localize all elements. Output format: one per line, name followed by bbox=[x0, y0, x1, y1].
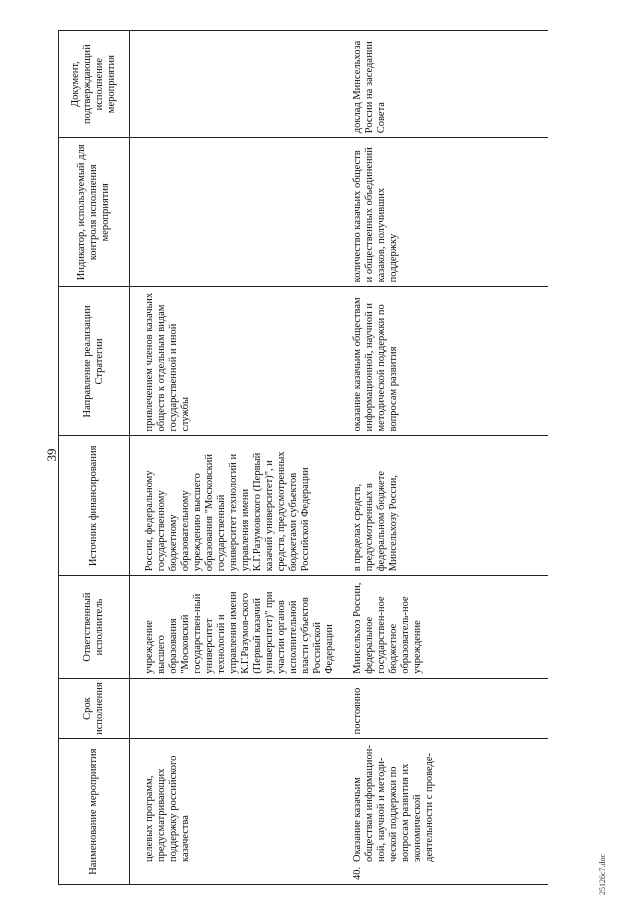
cell-name bbox=[130, 739, 339, 885]
activities-table bbox=[58, 30, 548, 885]
cell-indicator: количество казачьих обществ и общественных объединений казаков, получивших поддержку bbox=[338, 138, 548, 287]
cell-term: постоянно bbox=[338, 678, 548, 739]
cell-source: России, федеральному государственному бюджетному образовательному учреждению высшего образования "Московский государственный университет технологий и управления имени К.Г.Разумовского (Первый казачий университет)", и средств, предусмотренных бюджетами субъектов Российской Федерации bbox=[130, 436, 339, 576]
cell-executor: Минсельхоз России, федеральное государствен-ное бюджетное образователь-ное учреждение bbox=[338, 576, 548, 679]
cell-executor: учреждение высшего образования "Московский государствен-ный университет технологий и управления имени К.Г.Разумов-ского (Первый казачий университет)" при участии органов исполнительной власти субъектов Российской Федерации bbox=[130, 576, 339, 679]
cell-document: доклад Минсельхоза России на заседании Совета bbox=[338, 31, 548, 138]
header-document: Документ, подтверждающий исполнение мероприятия bbox=[59, 31, 130, 138]
cell-document bbox=[130, 31, 339, 138]
row-name: Оказание казачьим обществам информацион-ной, научной и методи-ческой поддержки по вопросам развития их экономической деятельности с проведе- bbox=[352, 745, 435, 862]
cell-name bbox=[338, 739, 548, 885]
header-term: Срок исполнения bbox=[59, 678, 130, 739]
table-header-row bbox=[59, 31, 130, 885]
cell-direction: привлечением членов казачьих обществ к отдельным видам государственной и иной службы bbox=[130, 287, 339, 436]
cell-direction: оказание казачьим обществам информационной, научной и методической поддержки по вопросам развития bbox=[338, 287, 548, 436]
cell-source: в пределах средств, предусмотренных в федеральном бюджете Минсельхозу России, bbox=[338, 436, 548, 576]
header-source: Источник финансирования bbox=[59, 436, 130, 576]
row-number: 40. bbox=[352, 866, 363, 880]
header-name: Наименование мероприятия bbox=[59, 739, 130, 885]
row-name: целевых программ, предусматривающих поддержку российского казачества bbox=[144, 755, 191, 862]
cell-indicator bbox=[130, 138, 339, 287]
table-row bbox=[338, 31, 548, 885]
page-number: 39 bbox=[44, 448, 59, 462]
row-number bbox=[144, 862, 192, 880]
table-row bbox=[130, 31, 339, 885]
document-code: 25126c7.doc bbox=[598, 853, 607, 895]
header-indicator: Индикатор, используемый для контроля исполнения мероприятия bbox=[59, 138, 130, 287]
header-executor: Ответственный исполнитель bbox=[59, 576, 130, 679]
cell-term bbox=[130, 678, 339, 739]
header-direction: Направление реализации Стратегии bbox=[59, 287, 130, 436]
